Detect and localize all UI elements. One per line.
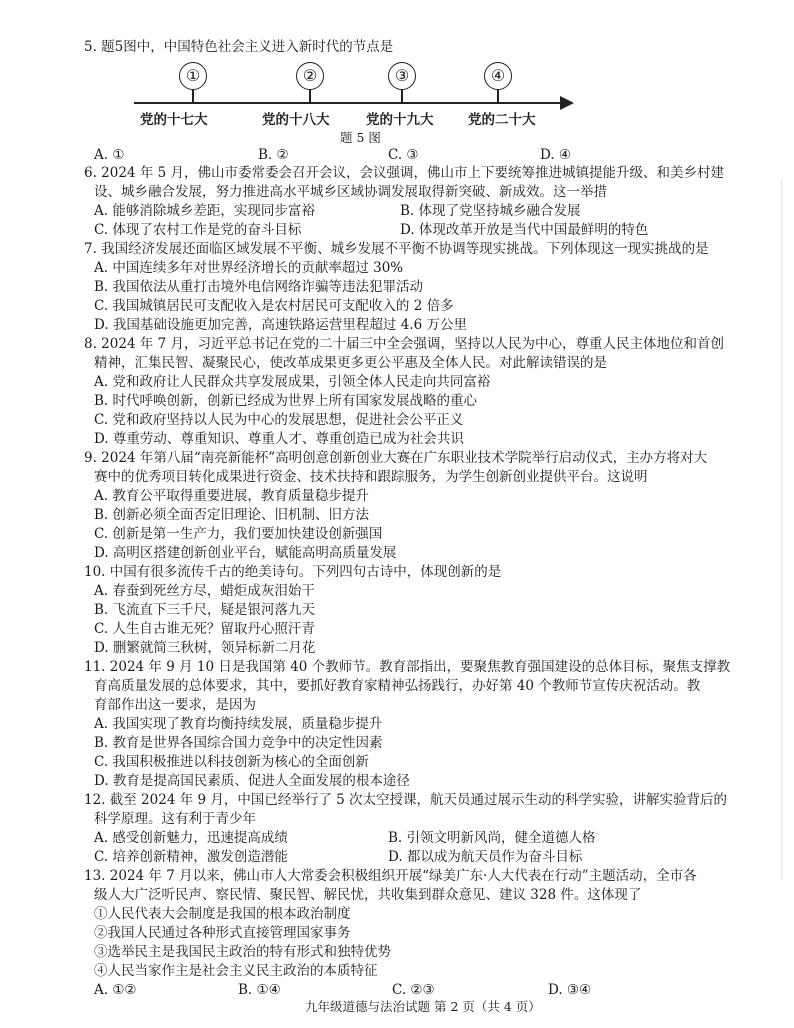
q7-option-d[interactable]: D. 我国基础设施更加完善，高速铁路运营里程超过 4.6 万公里	[94, 317, 467, 333]
q11-option-d[interactable]: D. 教育是提高国民素质、促进人全面发展的根本途径	[94, 773, 410, 789]
timeline-node-17th: 党的十七大	[140, 112, 208, 128]
timeline-marker-4: ④	[484, 62, 512, 90]
q13-stem-line-1: 13. 2024 年 7 月以来，佛山市人大常委会积极组织开展“绿美广东·人大代表在行动”主题活动，全市各	[84, 868, 697, 884]
q5-figure-caption: 题 5 图	[340, 130, 381, 145]
timeline-node-19th: 党的十九大	[366, 112, 434, 128]
q10-option-b[interactable]: B. 飞流直下三千尺，疑是银河落九天	[94, 602, 316, 618]
page-footer: 九年级道德与法治试题 第 2 页（共 4 页）	[305, 999, 541, 1014]
q7-option-c[interactable]: C. 我国城镇居民可支配收入是农村居民可支配收入的 2 倍多	[94, 298, 454, 314]
q10-option-a[interactable]: A. 春蚕到死丝方尽，蜡炬成灰泪始干	[94, 583, 315, 599]
q12-option-c[interactable]: C. 培养创新精神，激发创造潜能	[94, 849, 288, 865]
q11-option-b[interactable]: B. 教育是世界各国综合国力竞争中的决定性因素	[94, 735, 383, 751]
timeline-tick-4	[497, 89, 499, 103]
q11-stem-line-1: 11. 2024 年 9 月 10 日是我国第 40 个教师节。教育部指出，要聚焦教育强国建设的总体目标，聚焦支撑教	[84, 659, 731, 675]
timeline-arrow	[560, 96, 574, 110]
q12-stem-line-2: 科学原理。这有利于青少年	[94, 811, 256, 827]
q6-stem-line-1: 6. 2024 年 5 月，佛山市委常委会召开会议，会议强调，佛山市上下要统筹推进城镇提能升级、和美乡村建	[84, 165, 724, 181]
timeline-node-18th: 党的十八大	[262, 112, 330, 128]
q8-option-c[interactable]: C. 党和政府坚持以人民为中心的发展思想，促进社会公平正义	[94, 412, 464, 428]
q11-option-a[interactable]: A. 我国实现了教育均衡持续发展，质量稳步提升	[94, 716, 383, 732]
q11-stem-line-3: 育部作出这一要求，是因为	[94, 697, 256, 713]
q10-stem-line-1: 10. 中国有很多流传千古的绝美诗句。下列四句古诗中，体现创新的是	[84, 564, 502, 580]
q8-option-a[interactable]: A. 党和政府让人民群众共享发展成果，引领全体人民走向共同富裕	[94, 374, 491, 390]
q5-option-c[interactable]: C. ③	[388, 147, 419, 163]
q7-option-b[interactable]: B. 我国依法从重打击境外电信网络诈骗等违法犯罪活动	[94, 279, 424, 295]
q13-option-c[interactable]: C. ②③	[392, 982, 435, 998]
q5-stem: 5. 题5图中，中国特色社会主义进入新时代的节点是	[84, 39, 394, 55]
q6-option-b[interactable]: B. 体现了党坚持城乡融合发展	[400, 203, 581, 219]
q9-option-b[interactable]: B. 创新必须全面否定旧理论、旧机制、旧方法	[94, 507, 370, 523]
q13-option-d[interactable]: D. ③④	[548, 982, 592, 998]
q12-option-a[interactable]: A. 感受创新魅力，迅速提高成绩	[94, 830, 288, 846]
timeline-tick-2	[309, 89, 311, 103]
timeline-axis	[134, 102, 566, 104]
q5-option-a[interactable]: A. ①	[94, 147, 125, 163]
q13-statement-3: ③选举民主是我国民主政治的特有形式和独特优势	[94, 944, 391, 960]
page-edge-shadow	[781, 180, 794, 880]
q5-timeline-diagram	[120, 58, 590, 130]
q7-option-a[interactable]: A. 中国连续多年对世界经济增长的贡献率超过 30%	[94, 260, 404, 276]
timeline-marker-2: ②	[296, 62, 324, 90]
q13-option-a[interactable]: A. ①②	[94, 982, 137, 998]
q12-stem-line-1: 12. 截至 2024 年 9 月，中国已经举行了 5 次太空授课，航天员通过展示生动的科学实验，讲解实验背后的	[84, 792, 728, 808]
q9-option-c[interactable]: C. 创新是第一生产力，我们要加快建设创新强国	[94, 526, 383, 542]
q6-option-a[interactable]: A. 能够消除城乡差距，实现同步富裕	[94, 203, 315, 219]
q9-stem-line-1: 9. 2024 年第八届“南亮新能杯”高明创意创新创业大赛在广东职业技术学院举行启动仪式，主办方将对大	[84, 450, 708, 466]
q10-option-c[interactable]: C. 人生自古谁无死？留取丹心照汗青	[94, 621, 315, 637]
q9-option-d[interactable]: D. 高明区搭建创新创业平台，赋能高明高质量发展	[94, 545, 397, 561]
q8-option-d[interactable]: D. 尊重劳动、尊重知识、尊重人才、尊重创造已成为社会共识	[94, 431, 464, 447]
q13-statement-4: ④人民当家作主是社会主义民主政治的本质特征	[94, 963, 378, 979]
q7-stem-line-1: 7. 我国经济发展还面临区域发展不平衡、城乡发展不平衡不协调等现实挑战。下列体现这一现实挑战的是	[84, 241, 709, 257]
q9-stem-line-2: 赛中的优秀项目转化成果进行资金、技术扶持和跟踪服务，为学生创新创业提供平台。这说明	[94, 469, 648, 485]
q8-option-b[interactable]: B. 时代呼唤创新，创新已经成为世界上所有国家发展战略的重心	[94, 393, 478, 409]
timeline-tick-1	[192, 89, 194, 103]
q8-stem-line-2: 精神，汇集民智、凝聚民心，使改革成果更多更公平惠及全体人民。对此解读错误的是	[94, 355, 607, 371]
q13-statement-2: ②我国人民通过各种形式直接管理国家事务	[94, 925, 351, 941]
q12-option-d[interactable]: D. 都以成为航天员作为奋斗目标	[388, 849, 583, 865]
timeline-node-20th: 党的二十大	[468, 112, 536, 128]
timeline-marker-1: ①	[179, 62, 207, 90]
q8-stem-line-1: 8. 2024 年 7 月，习近平总书记在党的二十届三中全会强调，坚持以人民为中心，尊重人民主体地位和首创	[84, 336, 724, 352]
q10-option-d[interactable]: D. 删繁就简三秋树，领异标新二月花	[94, 640, 316, 656]
q13-statement-1: ①人民代表大会制度是我国的根本政治制度	[94, 906, 351, 922]
q5-option-b[interactable]: B. ②	[258, 147, 289, 163]
q5-option-d[interactable]: D. ④	[540, 147, 572, 163]
q11-stem-line-2: 育高质量发展的总体要求，其中，要抓好教育家精神弘扬践行，办好第 40 个教师节宣传庆祝活动。教	[94, 678, 701, 694]
q6-option-d[interactable]: D. 体现改革开放是当代中国最鲜明的特色	[400, 222, 649, 238]
q13-stem-line-2: 级人大广泛听民声、察民情、聚民智、解民忧，共收集到群众意见、建议 328 件。这体现了	[94, 887, 642, 903]
timeline-marker-3: ③	[388, 62, 416, 90]
q9-option-a[interactable]: A. 教育公平取得重要进展，教育质量稳步提升	[94, 488, 369, 504]
q11-option-c[interactable]: C. 我国积极推进以科技创新为核心的全面创新	[94, 754, 369, 770]
q6-stem-line-2: 设、城乡融合发展，努力推进高水平城乡区域协调发展取得新突破、新成效。这一举措	[94, 184, 607, 200]
q13-option-b[interactable]: B. ①④	[238, 982, 281, 998]
timeline-tick-3	[401, 89, 403, 103]
q12-option-b[interactable]: B. 引领文明新风尚，健全道德人格	[388, 830, 596, 846]
q6-option-c[interactable]: C. 体现了农村工作是党的奋斗目标	[94, 222, 302, 238]
